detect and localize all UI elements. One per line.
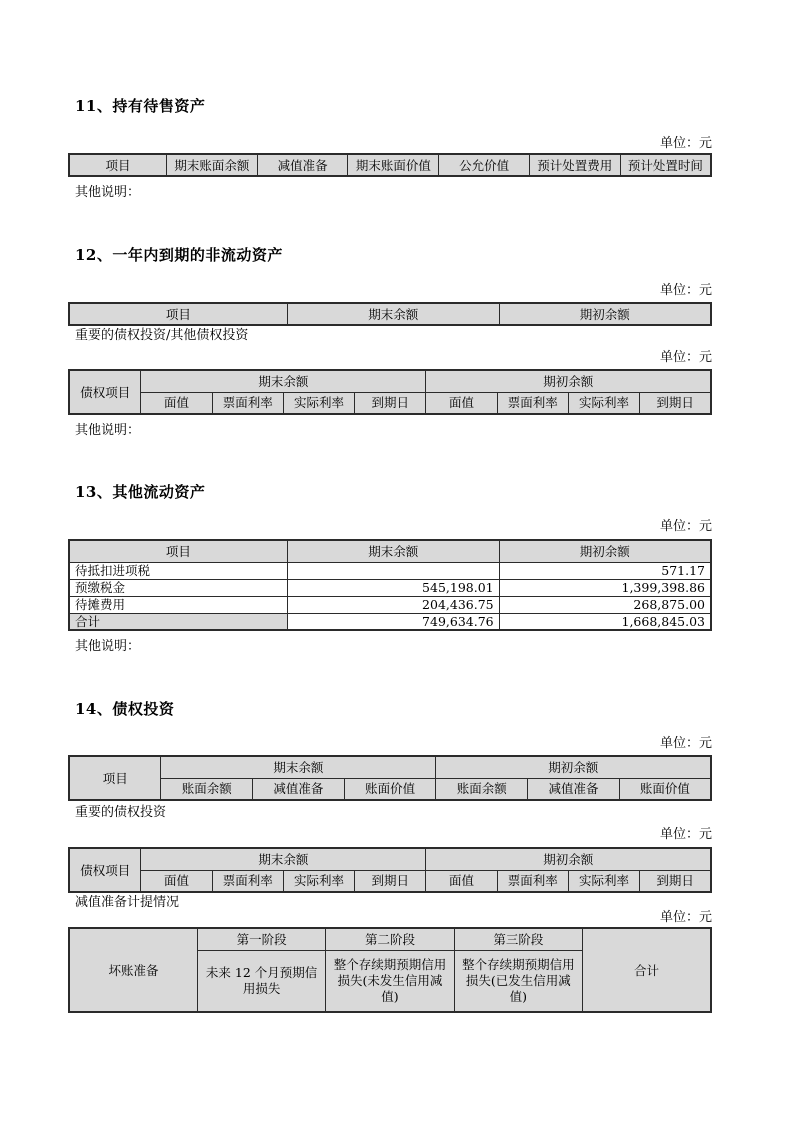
col-header: 票面利率 bbox=[497, 392, 568, 414]
col-header: 账面价值 bbox=[619, 778, 711, 800]
value-cell: 1,668,845.03 bbox=[499, 613, 711, 630]
important-debt-note: 重要的债权投资 bbox=[75, 805, 167, 820]
unit-label: 单位：元 bbox=[659, 910, 712, 925]
held-for-sale-table bbox=[68, 153, 712, 177]
col-header: 第二阶段 bbox=[326, 928, 454, 950]
debt-items-table-14 bbox=[68, 847, 712, 893]
table-row bbox=[69, 579, 711, 596]
table-header-row bbox=[69, 756, 711, 778]
col-header: 票面利率 bbox=[212, 392, 283, 414]
item-cell: 待抵扣进项税 bbox=[69, 562, 287, 579]
table-header-row bbox=[69, 303, 711, 325]
section-14-title: 14、债权投资 bbox=[75, 700, 175, 718]
debt-investment-summary-table bbox=[68, 755, 712, 801]
col-header: 到期日 bbox=[355, 392, 426, 414]
col-header: 期末账面价值 bbox=[348, 154, 439, 176]
col-header: 期初余额 bbox=[436, 756, 711, 778]
col-header: 面值 bbox=[141, 392, 212, 414]
stage-description-cell: 整个存续期预期信用损失(未发生信用减值) bbox=[326, 950, 454, 1012]
unit-label: 单位：元 bbox=[659, 350, 712, 365]
value-cell: 1,399,398.86 bbox=[499, 579, 711, 596]
unit-label: 单位：元 bbox=[659, 519, 712, 534]
col-header: 票面利率 bbox=[497, 870, 568, 892]
section-12-title: 12、一年内到期的非流动资产 bbox=[75, 246, 283, 264]
col-header: 到期日 bbox=[640, 870, 711, 892]
col-header: 减值准备 bbox=[253, 778, 345, 800]
col-header: 债权项目 bbox=[69, 848, 141, 892]
col-header: 第三阶段 bbox=[454, 928, 582, 950]
col-header: 期末余额 bbox=[287, 540, 499, 562]
table-subheader-row bbox=[69, 778, 711, 800]
table-header-row bbox=[69, 370, 711, 392]
col-header: 减值准备 bbox=[257, 154, 348, 176]
col-header: 预计处置时间 bbox=[620, 154, 711, 176]
section-11-title: 11、持有待售资产 bbox=[75, 97, 206, 115]
col-header: 面值 bbox=[426, 870, 497, 892]
unit-label: 单位：元 bbox=[659, 283, 712, 298]
noncurrent-due-summary-table bbox=[68, 302, 712, 326]
col-header: 实际利率 bbox=[568, 392, 639, 414]
col-header: 实际利率 bbox=[283, 870, 354, 892]
col-header: 期末余额 bbox=[141, 848, 426, 870]
col-header: 期末余额 bbox=[287, 303, 499, 325]
item-cell: 预缴税金 bbox=[69, 579, 287, 596]
table-subheader-row bbox=[69, 870, 711, 892]
stage-description-cell: 未来 12 个月预期信用损失 bbox=[197, 950, 325, 1012]
other-current-assets-table bbox=[68, 539, 712, 631]
col-header: 期初余额 bbox=[426, 848, 711, 870]
table-row bbox=[69, 596, 711, 613]
col-header: 期末账面余额 bbox=[167, 154, 258, 176]
col-header: 期末余额 bbox=[141, 370, 426, 392]
col-header: 债权项目 bbox=[69, 370, 141, 414]
value-cell: 545,198.01 bbox=[287, 579, 499, 596]
col-header: 到期日 bbox=[640, 392, 711, 414]
other-note-label: 其他说明： bbox=[75, 423, 141, 438]
col-header: 实际利率 bbox=[568, 870, 639, 892]
col-header: 票面利率 bbox=[212, 870, 283, 892]
bad-debt-provision-table bbox=[68, 927, 712, 1013]
col-header: 第一阶段 bbox=[197, 928, 325, 950]
stage-description-cell: 整个存续期预期信用损失(已发生信用减值) bbox=[454, 950, 582, 1012]
col-header: 减值准备 bbox=[528, 778, 620, 800]
col-header: 期末余额 bbox=[161, 756, 436, 778]
col-header: 坏账准备 bbox=[69, 928, 197, 1012]
col-header: 面值 bbox=[426, 392, 497, 414]
table-subheader-row bbox=[69, 392, 711, 414]
unit-label: 单位：元 bbox=[659, 827, 712, 842]
col-header: 账面价值 bbox=[344, 778, 436, 800]
total-row bbox=[69, 613, 711, 630]
col-header: 预计处置费用 bbox=[529, 154, 620, 176]
col-header: 面值 bbox=[141, 870, 212, 892]
col-header: 项目 bbox=[69, 540, 287, 562]
table-header-row bbox=[69, 928, 711, 950]
important-debt-note: 重要的债权投资/其他债权投资 bbox=[75, 328, 249, 343]
unit-label: 单位：元 bbox=[659, 736, 712, 751]
col-header: 期初余额 bbox=[499, 540, 711, 562]
item-cell: 待摊费用 bbox=[69, 596, 287, 613]
value-cell: 749,634.76 bbox=[287, 613, 499, 630]
impairment-note: 减值准备计提情况 bbox=[75, 895, 180, 910]
col-header: 账面余额 bbox=[436, 778, 528, 800]
value-cell: 204,436.75 bbox=[287, 596, 499, 613]
value-cell: 571.17 bbox=[499, 562, 711, 579]
other-note-label: 其他说明： bbox=[75, 639, 141, 654]
table-header-row bbox=[69, 848, 711, 870]
value-cell: 268,875.00 bbox=[499, 596, 711, 613]
page-content bbox=[68, 0, 712, 1013]
col-header: 到期日 bbox=[355, 870, 426, 892]
total-label-cell: 合计 bbox=[69, 613, 287, 630]
col-header: 项目 bbox=[69, 303, 287, 325]
col-header: 项目 bbox=[69, 154, 167, 176]
col-header: 账面余额 bbox=[161, 778, 253, 800]
section-13-title: 13、其他流动资产 bbox=[75, 483, 206, 501]
other-note-label: 其他说明： bbox=[75, 185, 141, 200]
col-header: 实际利率 bbox=[283, 392, 354, 414]
col-header: 公允价值 bbox=[439, 154, 530, 176]
table-header-row bbox=[69, 540, 711, 562]
value-cell bbox=[287, 562, 499, 579]
col-header: 期初余额 bbox=[426, 370, 711, 392]
col-header: 期初余额 bbox=[499, 303, 711, 325]
table-header-row bbox=[69, 154, 711, 176]
col-header: 合计 bbox=[583, 928, 711, 1012]
table-row bbox=[69, 562, 711, 579]
col-header: 项目 bbox=[69, 756, 161, 800]
unit-label: 单位：元 bbox=[659, 136, 712, 151]
debt-items-table-12 bbox=[68, 369, 712, 415]
